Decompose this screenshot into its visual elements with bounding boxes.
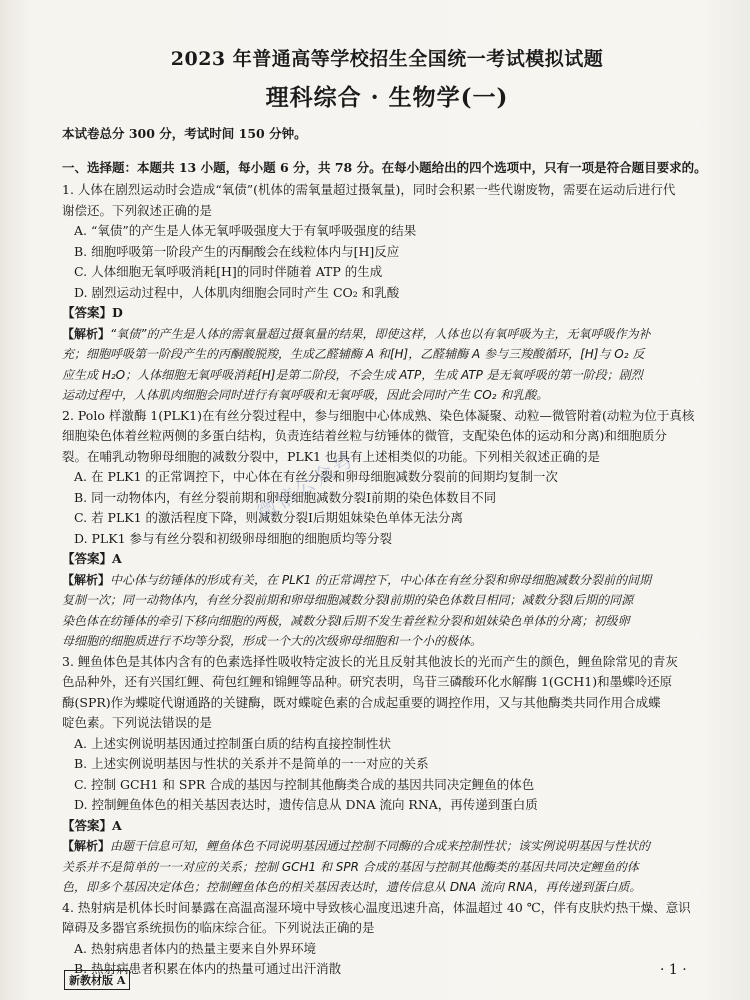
explanation-line [62,857,712,878]
explanation-label: 【解析】 [62,326,111,341]
explanation-line [62,877,712,898]
explanation-line [62,365,712,386]
question-stem-line: 2. Polo 样激酶 1(PLK1)在有丝分裂过程中，参与细胞中心体成熟、染色体凝聚、动粒—微管附着(动粒为位于真核 [62,407,695,423]
question-block [62,652,712,898]
answer-option: D. 剧烈运动过程中，人体肌肉细胞会同时产生 CO₂ 和乳酸 [74,284,400,300]
answer-line [62,816,712,837]
question-block [62,898,712,980]
explanation-line [62,836,712,857]
page-content [62,44,712,980]
explanation-text: 中心体与纺锤体的形成有关，在 PLK1 的正常调控下，中心体在有丝分裂和卵母细胞减数分裂前的间期 [110,572,652,587]
question-block [62,406,712,652]
answer-option: B. 热射病患者积累在体内的热量可通过出汗消散 [74,961,342,976]
answer-line [62,549,712,570]
question-stem-line: 色品种外，还有兴国红鲤、荷包红鲤和锦鲤等品种。研究表明，鸟苷三磷酸环化水解酶 1(GCH1)和墨蝶呤还原 [62,674,673,689]
answer-option: D. 控制鲤鱼体色的相关基因表达时，遗传信息从 DNA 流向 RNA，再传递到蛋白质 [74,797,538,812]
answer-option: A. “氧债”的产生是人体无氧呼吸强度大于有氧呼吸强度的结果 [74,223,417,238]
question-stem-line: 谢偿还。下列叙述正确的是 [62,202,213,218]
explanation-line [62,344,712,365]
section-heading: 一、选择题：本题共 13 小题，每小题 6 分，共 78 分。在每小题给出的四个选项中，只有一项是符合题目要求的。 [62,160,707,175]
explanation-text: 运动过程中，人体肌肉细胞会同时进行有氧呼吸和无氧呼吸，因此会同时产生 CO₂ 和乳酸。 [62,388,549,402]
explanation-text: 关系并不是简单的一一对应的关系；控制 GCH1 和 SPR 合成的基因与控制其他酶类的基因共同决定鲤鱼的体 [62,859,639,874]
edition-badge: 新教材版 A [64,970,130,990]
explanation-line [62,324,712,345]
answer-label: 【答案】 [62,305,113,320]
exam-title: 2023 年普通高等学校招生全国统一考试模拟试题 [170,48,604,70]
explanation-line [62,611,712,632]
answer-option: C. 若 PLK1 的激活程度下降，则减数分裂Ⅰ后期姐妹染色单体无法分离 [74,510,463,525]
explanation-text: 应生成 H₂O；人体细胞无氧呼吸消耗[H]是第二阶段，不会生成 ATP，生成 ATP 是无氧呼吸的第一阶段；剧烈 [62,367,643,382]
explanation-label: 【解析】 [62,572,111,587]
answer-option: B. 细胞呼吸第一阶段产生的丙酮酸会在线粒体内与[H]反应 [74,243,400,259]
explanation-text: “氧债”的产生是人体的需氧量超过摄氧量的结果，即使这样，人体也以有氧呼吸为主，无氧呼吸作为补 [110,326,651,341]
question-stem-line: 裂。在哺乳动物卵母细胞的减数分裂中，PLK1 也具有上述相类似的功能。下列相关叙述正确的是 [62,448,600,464]
answer-option: C. 人体细胞无氧呼吸消耗[H]的同时伴随着 ATP 的生成 [74,264,383,279]
explanation-line [62,631,712,652]
answer-value: A [112,551,122,566]
explanation-text: 染色体在纺锤体的牵引下移向细胞的两极，减数分裂Ⅰ后期不发生着丝粒分裂和姐妹染色单体的分离；初级卵 [62,613,630,628]
question-stem-line: 细胞染色体着丝粒两侧的多蛋白结构，负责连结着丝粒与纺锤体的微管，支配染色体的运动和分离)和细胞质分 [62,428,667,443]
question-stem-line: 3. 鲤鱼体色是其体内含有的色素选择性吸收特定波长的光且反射其他波长的光而产生的颜色，鲤鱼除常见的青灰 [62,653,678,669]
answer-option: D. PLK1 参与有丝分裂和初级卵母细胞的细胞质均等分裂 [74,530,393,546]
answer-value: D [112,305,123,320]
explanation-line [62,385,712,406]
question-stem-line: 障碍及多器官系统损伤的临床综合征。下列说法正确的是 [62,920,375,935]
exam-info: 本试卷总分 300 分，考试时间 150 分钟。 [62,126,307,141]
answer-option: A. 热射病患者体内的热量主要来自外界环境 [74,940,316,956]
question-block [62,180,712,406]
question-stem-line: 酶(SPR)作为蝶啶代谢通路的关键酶，既对蝶啶色素的合成起重要的调控作用，又与其他酶类共同作用合成蝶 [62,694,661,710]
answer-label: 【答案】 [62,551,113,566]
explanation-line [62,590,712,611]
watermark: 微信公众号 [252,446,359,526]
answer-option: C. 控制 GCH1 和 SPR 合成的基因与控制其他酶类合成的基因共同决定鲤鱼的体色 [74,776,535,792]
answer-option: A. 在 PLK1 的正常调控下，中心体在有丝分裂和卵母细胞减数分裂前的间期均复制一次 [74,469,558,484]
question-stem-line: 1. 人体在剧烈运动时会造成“氧债”(机体的需氧量超过摄氧量)，同时会积累一些代谢废物，需要在运动后进行代 [62,182,676,197]
answer-option: A. 上述实例说明基因通过控制蛋白质的结构直接控制性状 [74,735,391,751]
question-list [62,180,712,980]
answer-value: A [112,817,122,833]
explanation-line [62,570,712,591]
exam-subtitle: 理科综合 · 生物学(一) [265,84,509,111]
explanation-text: 色，即多个基因决定体色；控制鲤鱼体色的相关基因表达时，遗传信息从 DNA 流向 RNA，再传递到蛋白质。 [62,880,642,894]
explanation-text: 复制一次；同一动物体内，有丝分裂前期和卵母细胞减数分裂Ⅰ前期的染色体数目相同；减数分裂Ⅰ后期的同源 [62,593,634,607]
answer-label: 【答案】 [62,817,113,833]
explanation-label: 【解析】 [62,839,111,853]
explanation-text: 母细胞的细胞质进行不均等分裂，形成一个大的次级卵母细胞和一个小的极体。 [62,634,483,648]
explanation-text: 由题干信息可知，鲤鱼体色不同说明基因通过控制不同酶的合成来控制性状；该实例说明基因与性状的 [110,839,651,853]
explanation-text: 充；细胞呼吸第一阶段产生的丙酮酸脱羧，生成乙醛辅酶 A 和[H]，乙醛辅酶 A 参与三羧酸循环，[H]与 O₂ 反 [62,347,645,361]
answer-option: B. 同一动物体内，有丝分裂前期和卵母细胞减数分裂Ⅰ前期的染色体数目不同 [74,489,497,505]
question-stem-line: 4. 热射病是机体长时间暴露在高温高湿环境中导致核心温度迅速升高，体温超过 40 ℃，伴有皮肤灼热干燥、意识 [62,899,691,915]
answer-option: B. 上述实例说明基因与性状的关系并不是简单的一一对应的关系 [74,756,429,771]
page-number: · 1 · [660,962,687,978]
answer-line [62,303,712,324]
question-stem-line: 啶色素。下列说法错误的是 [62,715,213,730]
